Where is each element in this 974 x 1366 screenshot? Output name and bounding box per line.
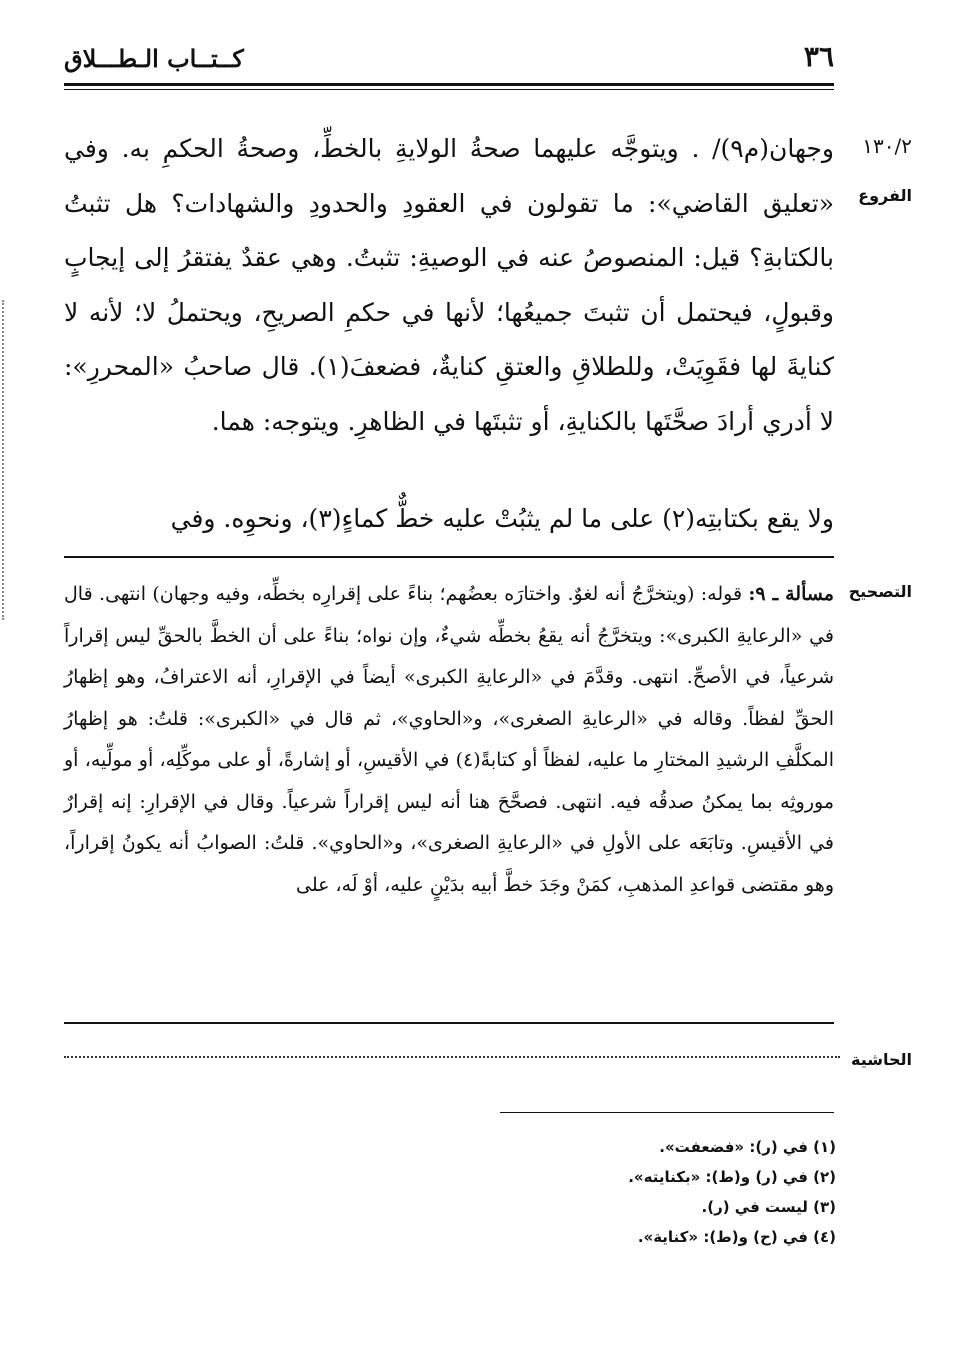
margin-label-furu: الفروع <box>858 186 912 205</box>
footnotes <box>300 1132 836 1252</box>
margin-label-hashiya: الحاشية <box>851 1050 912 1069</box>
header-rule-thick <box>64 83 834 86</box>
footnote-rule <box>500 1112 834 1113</box>
tashih-section <box>64 574 834 906</box>
footnote-2: (٢) في (ر) و(ط): «بكنايته». <box>628 1168 836 1186</box>
main-paragraph-1: وجهان(م٩)/ . ويتوجَّه عليهما صحةُ الولايةِ بالخطِّ، وصحةُ الحكمِ به. وفي «تعليق القاضي»: ما تقولون في العقودِ والحدودِ والشهادات؟ هل تثبتُ بالكتابةِ؟ قيل: المنصوصُ عنه في الوصيةِ: تثبتُ. وهي عقدٌ يفتقرُ إلى إيجابٍ وقبولٍ، فيحتمل أن تثبتَ جميعُها؛ لأنها في حكمِ الصريحِ، ويحتملُ لا؛ لأنه لا كنايةَ لها فقَوِيَتْ، وللطلاقِ والعتقِ كنايةٌ، فضعفَ(١). قال صاحبُ «المحررِ»: لا أدري أرادَ صحَّتَها بالكنايةِ، أو تثبتَها في الظاهرِ. ويتوجه: هما. <box>64 134 834 436</box>
margin-label-tashih: التصحيح <box>848 582 912 601</box>
main-text <box>64 122 834 449</box>
masala-label: مسألة ـ ٩: <box>748 583 834 605</box>
main-paragraph-2: ولا يقع بكتابتِه(٢) على ما لم يثبُتْ عليه خطٌّ كماءٍ(٣)، ونحوِه. وفي <box>170 504 834 533</box>
footnote-1: (١) في (ر): «فضعفت». <box>659 1138 836 1156</box>
tashih-text: قوله: (ويتخرَّجُ أنه لغوٌ. واختارَه بعضُهم؛ بناءً على إقرارِه بخطِّه، وفيه وجهان) انتهى. قال في «الرعايةِ الكبرى»: ويتخرَّجُ أنه يقعُ بخطِّه شيءٌ، وإن نواه؛ بناءً على أن الخطَّ بالحقِّ ليس إقراراً شرعياً، في الأصحِّ. انتهى. وقدَّمَ في «الرعايةِ الكبرى» أيضاً في الإقرارِ، أنه الاعترافُ، وهو إظهارُ الحقِّ لفظاً. وقاله في «الرعايةِ الصغرى»، و«الحاوي»، ثم قال في «الكبرى»: قلتُ: هو إظهارُ المكلَّفِ الرشيدِ المختارِ ما عليه، لفظاً أو كتابةً(٤) في الأقيسِ، أو إشارةً، أو على موكِّلِه، أو مولِّيه، أو موروثِه بما يمكنُ صدقُه فيه. انتهى. فصحَّحَ هنا أنه ليس إقراراً شرعياً. وقال في الإقرارِ: إنه إقرارٌ في الأقيسِ. وتابَعَه على الأولِ في «الرعايةِ الصغرى»، و«الحاوي». قلتُ: الصوابُ أنه يكونُ إقراراً، وهو مقتضى قواعدِ المذهبِ، كمَنْ وجَدَ خطَّ أبيه بدَيْنٍ عليه، أوْ لَه، على <box>64 583 834 896</box>
page-number: ٣٦ <box>803 40 834 73</box>
book-title: كــتــاب الـطـــلاق <box>64 44 244 73</box>
page-header <box>64 40 834 80</box>
footnote-4: (٤) في (ح) و(ط): «كناية». <box>637 1228 836 1246</box>
margin-reference: ١٣٠/٢ <box>862 134 912 158</box>
header-rule-thin <box>64 89 834 90</box>
footnote-3: (٣) ليست في (ر). <box>701 1198 836 1216</box>
section-divider-2 <box>64 1022 834 1024</box>
section-divider <box>64 556 834 558</box>
binding-edge <box>2 300 7 620</box>
hashiya-dotted-line <box>64 1056 840 1058</box>
